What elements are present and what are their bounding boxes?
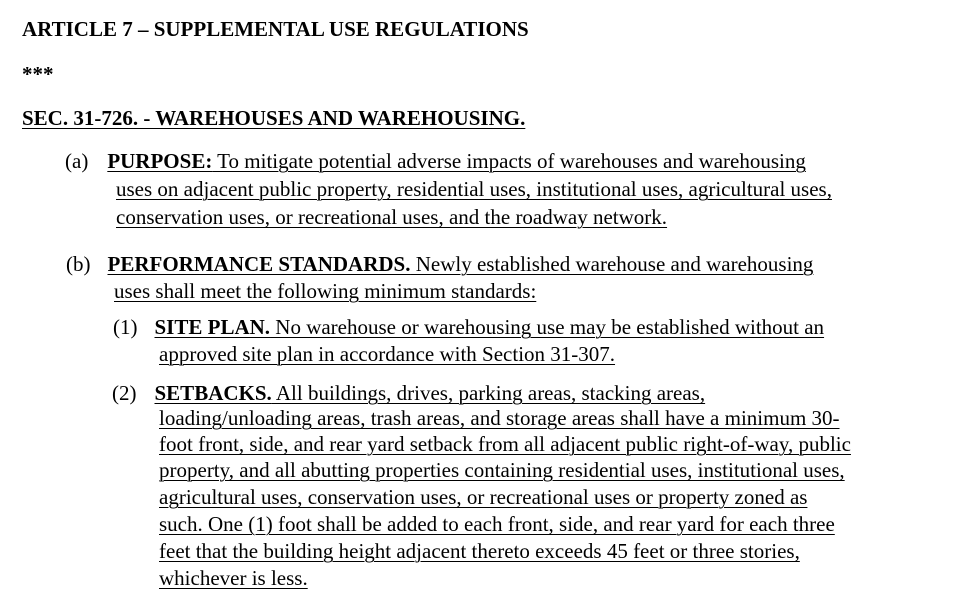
item-2-text: agricultural uses, conservation uses, or recreational uses or property zoned as	[159, 485, 808, 509]
subsection-a-text: uses on adjacent public property, residential uses, institutional uses, agricultural uses,	[116, 177, 832, 201]
subsection-b-text: Newly established warehouse and warehousing	[410, 252, 814, 276]
item-2-text: feet that the building height adjacent thereto exceeds 45 feet or three stories,	[159, 539, 800, 563]
subsection-a-text: To mitigate potential adverse impacts of warehouses and warehousing	[212, 149, 806, 173]
item-2-text: loading/unloading areas, trash areas, and storage areas shall have a minimum 30-	[159, 406, 840, 430]
item-2-text: such. One (1) foot shall be added to each front, side, and rear yard for each three	[159, 512, 835, 536]
item-1-label: (1)	[113, 315, 138, 339]
subsection-a-first-line	[65, 148, 806, 175]
item-2-label: (2)	[112, 381, 137, 405]
item-1-first-line	[113, 314, 824, 341]
section-title: SEC. 31-726. - WAREHOUSES AND WAREHOUSING.	[22, 106, 526, 130]
subsection-b-label: (b)	[66, 252, 91, 276]
subsection-b-text: uses shall meet the following minimum standards:	[114, 279, 537, 303]
item-2-text: foot front, side, and rear yard setback from all adjacent public right-of-way, public	[159, 432, 851, 456]
item-2-text: whichever is less.	[159, 566, 308, 590]
item-2-heading: SETBACKS.	[154, 381, 272, 405]
item-2-text: property, and all abutting properties containing residential uses, institutional uses,	[159, 458, 845, 482]
omission-marker: ***	[22, 62, 54, 86]
item-2-text: All buildings, drives, parking areas, stacking areas,	[271, 381, 706, 405]
item-1-text: No warehouse or warehousing use may be established without an	[270, 315, 825, 339]
article-title: ARTICLE 7 – SUPPLEMENTAL USE REGULATIONS	[22, 17, 529, 41]
subsection-a-text: conservation uses, or recreational uses, and the roadway network.	[116, 205, 668, 229]
item-1-text: approved site plan in accordance with Section 31-307.	[159, 342, 616, 366]
item-1-heading: SITE PLAN.	[154, 315, 271, 339]
item-2-first-line	[112, 380, 705, 407]
subsection-b-heading: PERFORMANCE STANDARDS.	[107, 252, 411, 276]
subsection-a-heading: PURPOSE:	[107, 149, 213, 173]
subsection-b-first-line	[66, 251, 813, 278]
subsection-a-label: (a)	[65, 149, 89, 173]
